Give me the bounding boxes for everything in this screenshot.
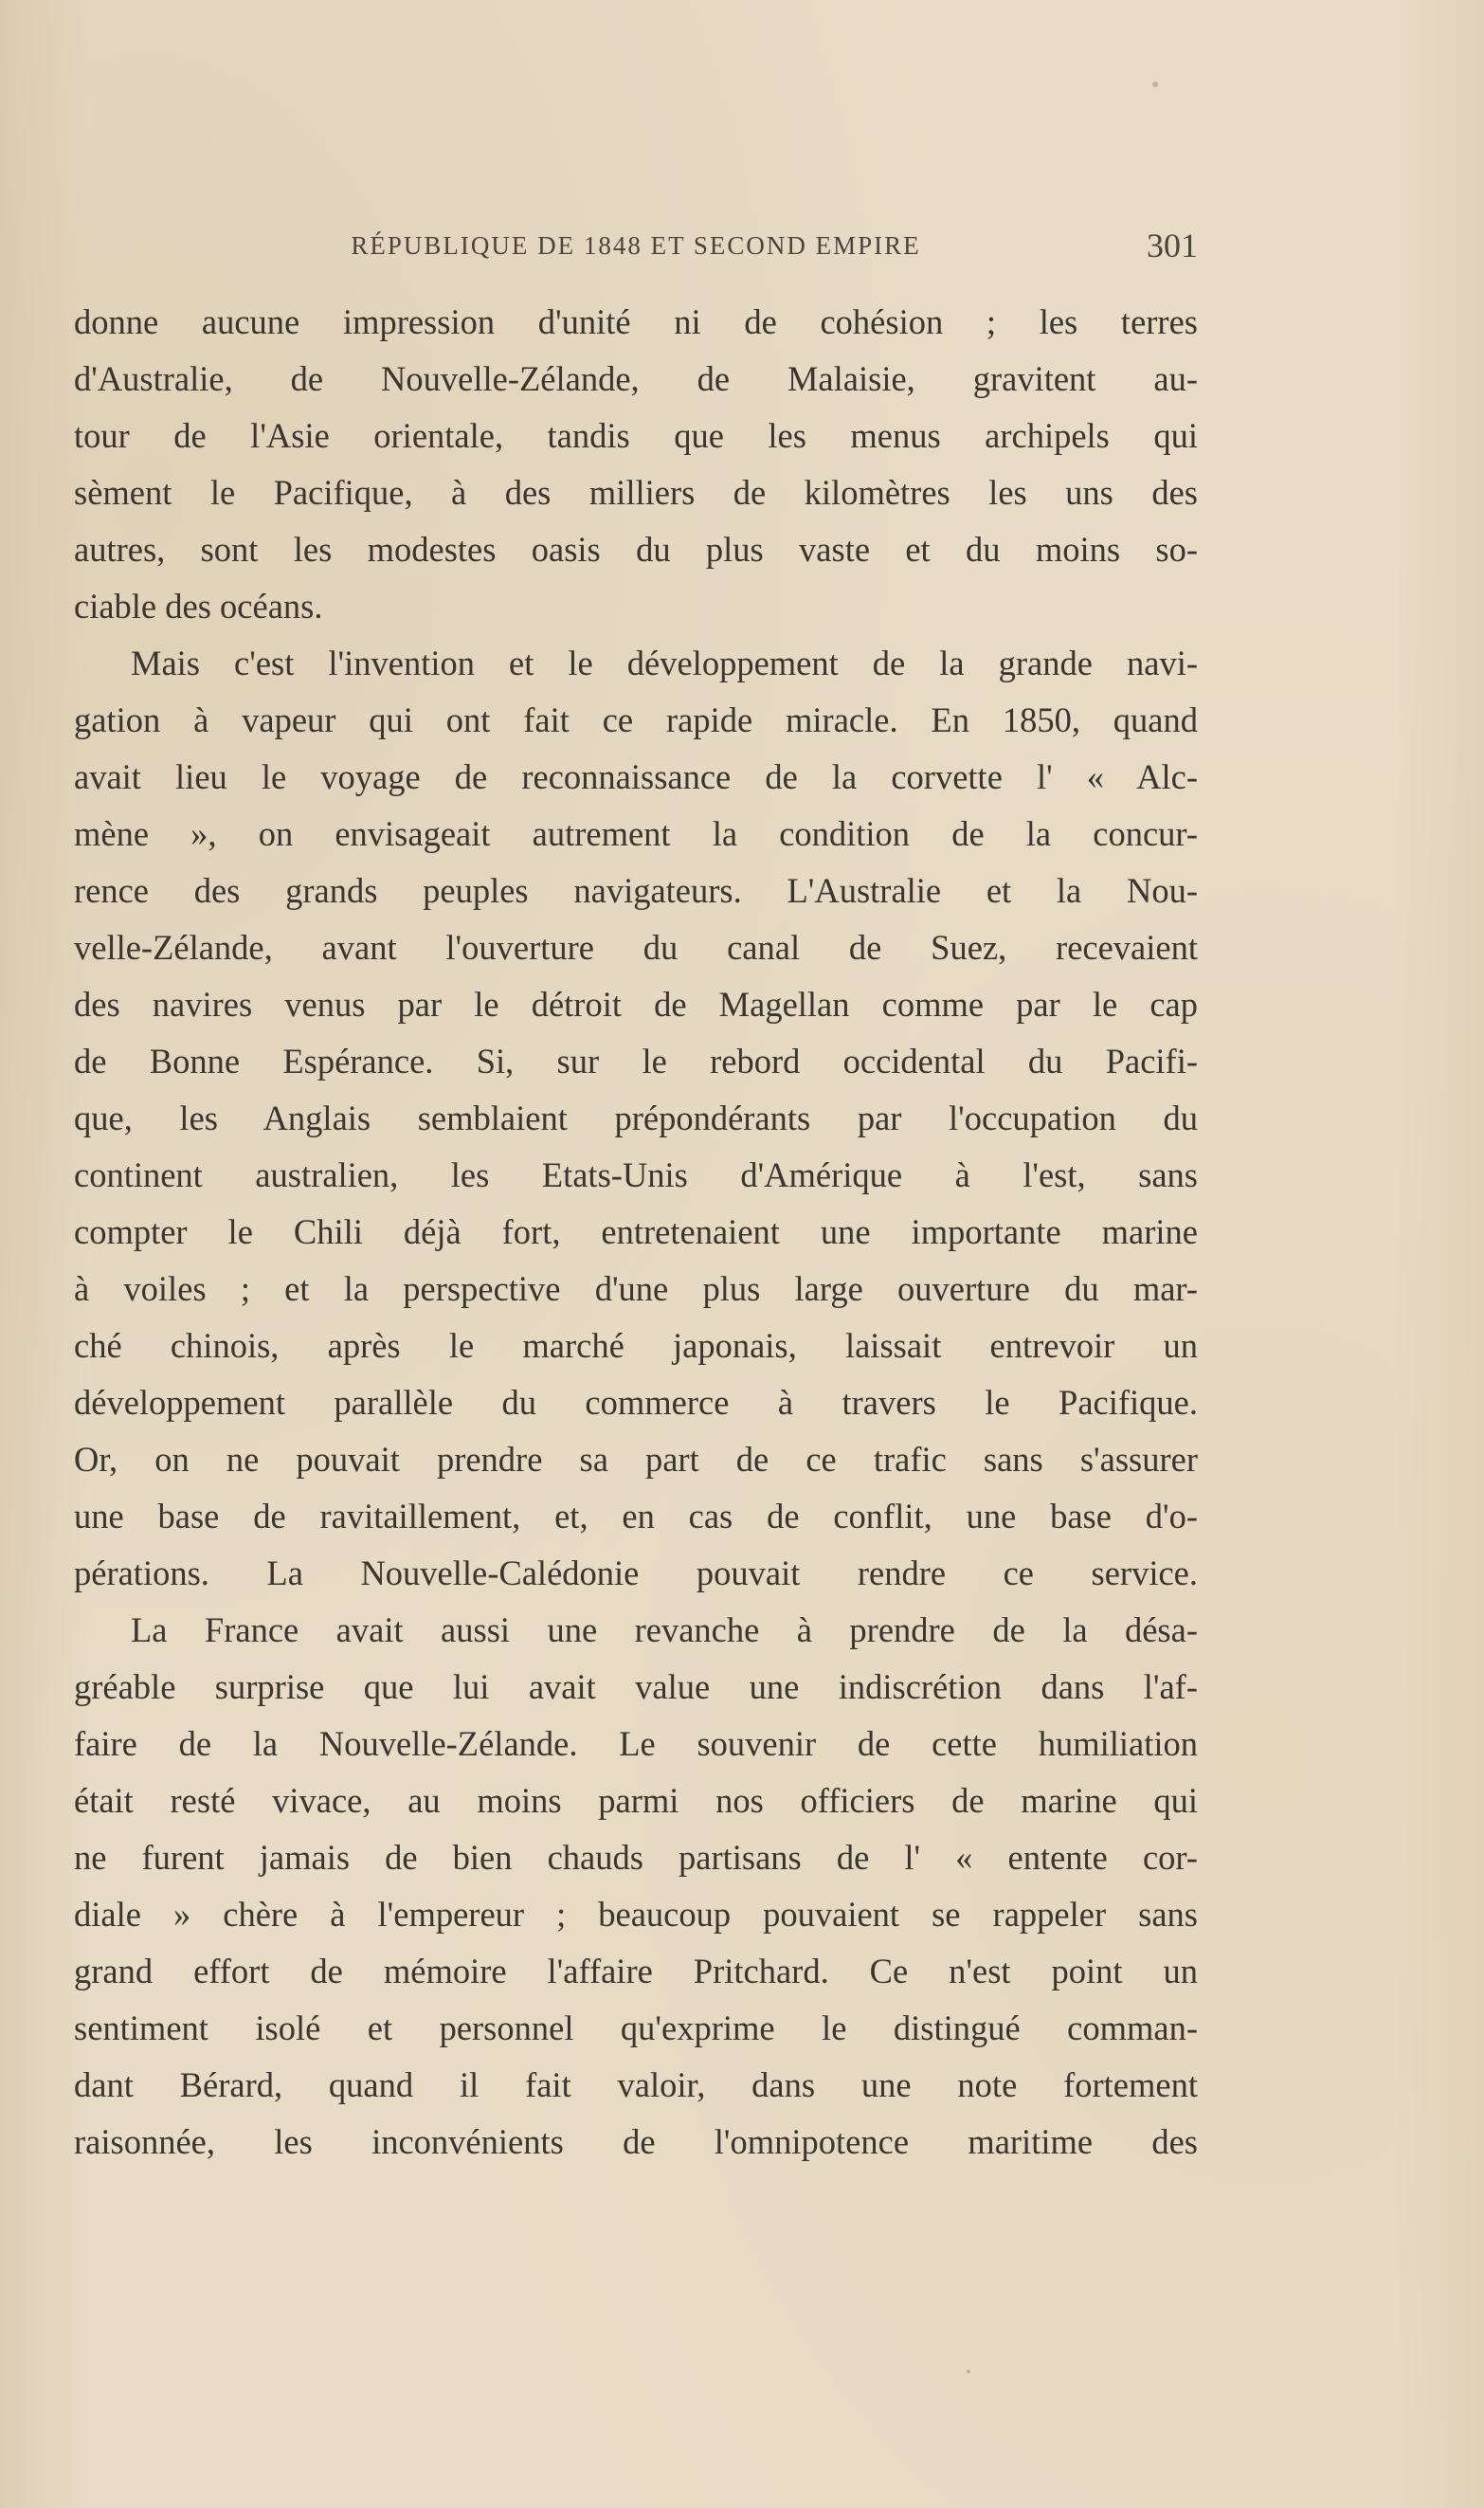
text-line: raisonnée, les inconvénients de l'omnipotence maritime des xyxy=(74,2122,1198,2161)
text-line: Mais c'est l'invention et le développement de la grande navi- xyxy=(131,644,1198,682)
text-line: des navires venus par le détroit de Magellan comme par le cap xyxy=(74,985,1198,1024)
running-header xyxy=(74,226,1198,279)
text-line: était resté vivace, au moins parmi nos officiers de marine qui xyxy=(74,1781,1198,1820)
text-line: continent australien, les Etats-Unis d'Amérique à l'est, sans xyxy=(74,1155,1198,1194)
text-line: ché chinois, après le marché japonais, laissait entrevoir un xyxy=(74,1326,1198,1365)
text-line: sentiment isolé et personnel qu'exprime le distingué comman- xyxy=(74,2008,1198,2047)
paragraph-2 xyxy=(74,635,1198,1602)
text-line: ne furent jamais de bien chauds partisans de l' « entente cor- xyxy=(74,1838,1198,1877)
paragraph-3 xyxy=(74,1602,1198,2171)
text-line: dant Bérard, quand il fait valoir, dans une note fortement xyxy=(74,2065,1198,2104)
text-line: à voiles ; et la perspective d'une plus large ouverture du mar- xyxy=(74,1269,1198,1308)
text-line: gation à vapeur qui ont fait ce rapide miracle. En 1850, quand xyxy=(74,700,1198,739)
text-line: donne aucune impression d'unité ni de cohésion ; les terres xyxy=(74,302,1198,341)
text-line: faire de la Nouvelle-Zélande. Le souvenir de cette humiliation xyxy=(74,1724,1198,1763)
text-line: avait lieu le voyage de reconnaissance de la corvette l' « Alc- xyxy=(74,757,1198,796)
text-line: d'Australie, de Nouvelle-Zélande, de Malaisie, gravitent au- xyxy=(74,359,1198,398)
text-line: autres, sont les modestes oasis du plus vaste et du moins so- xyxy=(74,530,1198,569)
text-line: gréable surprise que lui avait value une indiscrétion dans l'af- xyxy=(74,1667,1198,1706)
paper-speck xyxy=(967,2370,970,2373)
text-line: de Bonne Espérance. Si, sur le rebord occidental du Pacifi- xyxy=(74,1042,1198,1081)
text-line: Or, on ne pouvait prendre sa part de ce trafic sans s'assurer xyxy=(74,1440,1198,1479)
text-line: développement parallèle du commerce à travers le Pacifique. xyxy=(74,1383,1198,1422)
page-number: 301 xyxy=(1147,227,1198,264)
text-line: ciable des océans. xyxy=(74,587,323,626)
text-line: diale » chère à l'empereur ; beaucoup pouvaient se rappeler sans xyxy=(74,1895,1198,1934)
text-line: grand effort de mémoire l'affaire Pritchard. Ce n'est point un xyxy=(74,1952,1198,1990)
body-text xyxy=(74,294,1198,2171)
text-line: une base de ravitaillement, et, en cas de conflit, une base d'o- xyxy=(74,1497,1198,1536)
text-line: sèment le Pacifique, à des milliers de kilomètres les uns des xyxy=(74,473,1198,512)
text-line: tour de l'Asie orientale, tandis que les menus archipels qui xyxy=(74,416,1198,455)
text-line: La France avait aussi une revanche à prendre de la désa- xyxy=(131,1610,1198,1649)
book-page xyxy=(74,226,1198,2171)
text-line: mène », on envisageait autrement la condition de la concur- xyxy=(74,814,1198,853)
text-line: rence des grands peuples navigateurs. L'Australie et la Nou- xyxy=(74,871,1198,910)
paper-speck xyxy=(1152,82,1158,87)
text-line: pérations. La Nouvelle-Calédonie pouvait rendre ce service. xyxy=(74,1554,1198,1592)
paragraph-1 xyxy=(74,294,1198,635)
text-line: compter le Chili déjà fort, entretenaient une importante marine xyxy=(74,1212,1198,1251)
text-line: velle-Zélande, avant l'ouverture du canal de Suez, recevaient xyxy=(74,928,1198,967)
running-title: RÉPUBLIQUE DE 1848 ET SECOND EMPIRE xyxy=(351,231,921,260)
text-line: que, les Anglais semblaient prépondérants par l'occupation du xyxy=(74,1099,1198,1137)
